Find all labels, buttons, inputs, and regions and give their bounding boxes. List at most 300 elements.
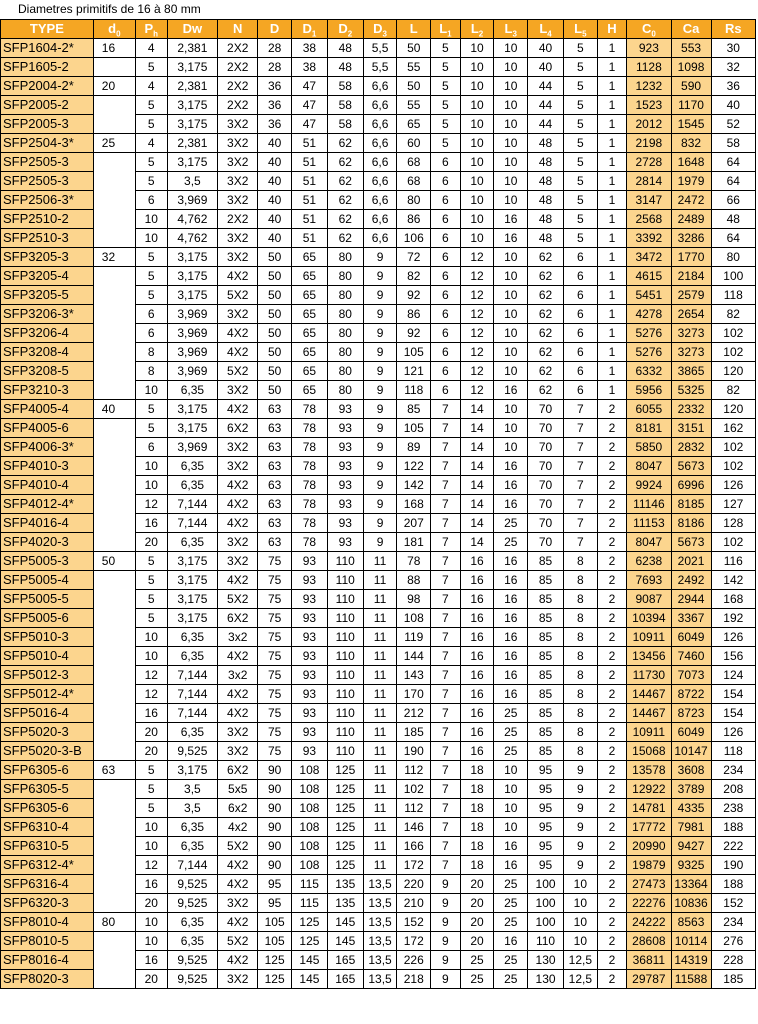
- type-cell: SFP8010-5: [1, 932, 94, 951]
- table-row: [1, 457, 756, 476]
- table-cell: 68: [397, 153, 431, 172]
- ca-cell: 2472: [671, 191, 711, 210]
- table-cell: 40: [258, 229, 292, 248]
- table-cell: 5,5: [363, 39, 397, 58]
- table-cell: 10: [494, 58, 528, 77]
- d0-cell: [93, 343, 135, 362]
- table-cell: 18: [460, 837, 494, 856]
- table-cell: 110: [528, 932, 564, 951]
- table-cell: 65: [291, 324, 327, 343]
- type-cell: SFP2005-3: [1, 115, 94, 134]
- table-cell: 110: [327, 742, 363, 761]
- table-cell: 110: [327, 609, 363, 628]
- table-cell: 6,6: [363, 115, 397, 134]
- table-cell: 20: [135, 533, 167, 552]
- ca-cell: 3789: [671, 780, 711, 799]
- table-cell: 9: [431, 894, 461, 913]
- table-cell: 105: [397, 343, 431, 362]
- table-cell: 1: [597, 58, 627, 77]
- table-cell: 14: [460, 457, 494, 476]
- table-cell: 10: [494, 248, 528, 267]
- column-header: [528, 20, 564, 39]
- table-cell: 40: [258, 134, 292, 153]
- table-cell: 38: [291, 39, 327, 58]
- table-cell: 5: [135, 96, 167, 115]
- column-header-label: L: [439, 21, 448, 36]
- table-cell: 50: [258, 286, 292, 305]
- table-row: [1, 172, 756, 191]
- table-cell: 13,5: [363, 951, 397, 970]
- table-cell: 16: [460, 685, 494, 704]
- table-cell: 6,6: [363, 77, 397, 96]
- table-cell: 5: [135, 799, 167, 818]
- ca-cell: 8723: [671, 704, 711, 723]
- table-cell: 105: [258, 932, 292, 951]
- table-cell: 12: [460, 362, 494, 381]
- table-cell: 8: [563, 742, 597, 761]
- table-body: [1, 39, 756, 989]
- table-row: [1, 818, 756, 837]
- table-cell: 11: [363, 704, 397, 723]
- table-cell: 7: [431, 552, 461, 571]
- table-cell: 145: [327, 932, 363, 951]
- table-cell: 10: [494, 343, 528, 362]
- table-cell: 82: [711, 381, 755, 400]
- table-cell: 3X2: [218, 438, 258, 457]
- table-cell: 12,5: [563, 951, 597, 970]
- table-row: [1, 229, 756, 248]
- table-cell: 119: [397, 628, 431, 647]
- table-cell: 110: [327, 666, 363, 685]
- type-cell: SFP8010-4: [1, 913, 94, 932]
- table-cell: 3,175: [167, 400, 218, 419]
- table-cell: 116: [711, 552, 755, 571]
- ca-cell: 3286: [671, 229, 711, 248]
- table-cell: 6: [431, 191, 461, 210]
- table-cell: 5: [563, 191, 597, 210]
- table-cell: 16: [494, 628, 528, 647]
- c0-cell: 5850: [627, 438, 671, 457]
- table-cell: 3X2: [218, 970, 258, 989]
- ca-cell: 1770: [671, 248, 711, 267]
- table-cell: 2: [597, 856, 627, 875]
- table-cell: 47: [291, 96, 327, 115]
- c0-cell: 13456: [627, 647, 671, 666]
- d0-cell: [93, 932, 135, 951]
- table-cell: 4X2: [218, 571, 258, 590]
- table-cell: 6: [431, 210, 461, 229]
- table-cell: 16: [494, 495, 528, 514]
- table-cell: 8: [563, 590, 597, 609]
- table-cell: 135: [327, 875, 363, 894]
- table-cell: 5: [135, 761, 167, 780]
- table-cell: 5: [135, 267, 167, 286]
- c0-cell: 4615: [627, 267, 671, 286]
- table-cell: 93: [291, 742, 327, 761]
- table-cell: 5: [135, 590, 167, 609]
- table-cell: 10: [494, 818, 528, 837]
- table-cell: 95: [528, 837, 564, 856]
- table-cell: 93: [327, 419, 363, 438]
- type-cell: SFP5005-4: [1, 571, 94, 590]
- table-cell: 8: [563, 685, 597, 704]
- d0-cell: 50: [93, 552, 135, 571]
- table-cell: 40: [258, 210, 292, 229]
- column-header: [494, 20, 528, 39]
- table-cell: 9,525: [167, 875, 218, 894]
- type-cell: SFP5005-3: [1, 552, 94, 571]
- table-cell: 12,5: [563, 970, 597, 989]
- d0-cell: [93, 951, 135, 970]
- table-cell: 125: [327, 856, 363, 875]
- table-cell: 58: [327, 77, 363, 96]
- table-cell: 7: [431, 495, 461, 514]
- table-cell: 2: [597, 685, 627, 704]
- table-row: [1, 590, 756, 609]
- table-cell: 10: [135, 210, 167, 229]
- table-cell: 10: [563, 932, 597, 951]
- table-cell: 2: [597, 723, 627, 742]
- c0-cell: 10911: [627, 628, 671, 647]
- table-cell: 3,175: [167, 58, 218, 77]
- table-cell: 4X2: [218, 495, 258, 514]
- table-row: [1, 951, 756, 970]
- table-cell: 165: [327, 951, 363, 970]
- ca-cell: 832: [671, 134, 711, 153]
- table-cell: 5: [135, 286, 167, 305]
- d0-cell: 16: [93, 39, 135, 58]
- table-cell: 6: [563, 343, 597, 362]
- table-cell: 51: [291, 191, 327, 210]
- d0-cell: [93, 58, 135, 77]
- table-cell: 16: [460, 704, 494, 723]
- table-row: [1, 970, 756, 989]
- table-row: [1, 115, 756, 134]
- table-row: [1, 39, 756, 58]
- table-cell: 12: [135, 666, 167, 685]
- table-cell: 16: [494, 932, 528, 951]
- table-cell: 40: [258, 153, 292, 172]
- table-cell: 9: [363, 362, 397, 381]
- d0-cell: [93, 324, 135, 343]
- table-cell: 50: [397, 77, 431, 96]
- table-cell: 3,5: [167, 172, 218, 191]
- ca-cell: 3273: [671, 324, 711, 343]
- table-cell: 62: [327, 210, 363, 229]
- table-cell: 10: [494, 362, 528, 381]
- table-cell: 85: [528, 704, 564, 723]
- table-cell: 11: [363, 571, 397, 590]
- table-cell: 5: [135, 609, 167, 628]
- table-row: [1, 723, 756, 742]
- table-cell: 1: [597, 229, 627, 248]
- table-cell: 20: [460, 875, 494, 894]
- table-cell: 10: [563, 875, 597, 894]
- c0-cell: 24222: [627, 913, 671, 932]
- table-cell: 7: [431, 438, 461, 457]
- table-cell: 70: [528, 514, 564, 533]
- table-cell: 10: [135, 837, 167, 856]
- table-cell: 85: [528, 742, 564, 761]
- table-cell: 63: [258, 457, 292, 476]
- ca-cell: 1979: [671, 172, 711, 191]
- table-cell: 3X2: [218, 552, 258, 571]
- table-cell: 7: [431, 666, 461, 685]
- table-cell: 48: [528, 134, 564, 153]
- table-cell: 85: [528, 552, 564, 571]
- table-cell: 63: [258, 400, 292, 419]
- column-header: [327, 20, 363, 39]
- table-row: [1, 742, 756, 761]
- table-cell: 10: [494, 324, 528, 343]
- type-cell: SFP4005-6: [1, 419, 94, 438]
- d0-cell: [93, 115, 135, 134]
- table-cell: 10: [494, 780, 528, 799]
- table-cell: 16: [460, 552, 494, 571]
- ca-cell: 4335: [671, 799, 711, 818]
- c0-cell: 1232: [627, 77, 671, 96]
- d0-cell: [93, 723, 135, 742]
- ca-cell: 5325: [671, 381, 711, 400]
- table-cell: 8: [135, 362, 167, 381]
- table-cell: 63: [258, 419, 292, 438]
- table-cell: 4X2: [218, 514, 258, 533]
- c0-cell: 8047: [627, 457, 671, 476]
- table-row: [1, 780, 756, 799]
- table-row: [1, 514, 756, 533]
- table-cell: 85: [528, 628, 564, 647]
- type-cell: SFP5012-3: [1, 666, 94, 685]
- table-cell: 16: [135, 875, 167, 894]
- type-cell: SFP5010-3: [1, 628, 94, 647]
- table-cell: 7: [563, 495, 597, 514]
- table-cell: 63: [258, 438, 292, 457]
- table-cell: 95: [258, 875, 292, 894]
- ca-cell: 10836: [671, 894, 711, 913]
- table-cell: 7: [431, 704, 461, 723]
- table-cell: 2X2: [218, 210, 258, 229]
- table-cell: 3,969: [167, 343, 218, 362]
- c0-cell: 6238: [627, 552, 671, 571]
- type-cell: SFP2505-3: [1, 172, 94, 191]
- table-cell: 100: [711, 267, 755, 286]
- d0-cell: [93, 875, 135, 894]
- ca-cell: 2492: [671, 571, 711, 590]
- table-cell: 11: [363, 590, 397, 609]
- table-cell: 7: [431, 818, 461, 837]
- table-cell: 5: [135, 419, 167, 438]
- table-cell: 110: [327, 628, 363, 647]
- table-cell: 208: [711, 780, 755, 799]
- c0-cell: 4278: [627, 305, 671, 324]
- type-cell: SFP6305-6: [1, 799, 94, 818]
- table-cell: 3,175: [167, 609, 218, 628]
- column-header-subscript: 3: [512, 29, 517, 39]
- column-header-subscript: h: [153, 29, 159, 39]
- table-cell: 25: [460, 970, 494, 989]
- table-cell: 7,144: [167, 704, 218, 723]
- table-cell: 38: [291, 58, 327, 77]
- table-cell: 210: [397, 894, 431, 913]
- table-cell: 16: [135, 704, 167, 723]
- table-cell: 5: [135, 58, 167, 77]
- table-cell: 6: [563, 305, 597, 324]
- table-cell: 2: [597, 970, 627, 989]
- table-cell: 80: [327, 343, 363, 362]
- table-cell: 7: [431, 419, 461, 438]
- table-cell: 93: [327, 438, 363, 457]
- table-cell: 72: [397, 248, 431, 267]
- table-cell: 11: [363, 856, 397, 875]
- table-cell: 11: [363, 799, 397, 818]
- d0-cell: 32: [93, 248, 135, 267]
- table-cell: 172: [397, 932, 431, 951]
- table-row: [1, 913, 756, 932]
- table-cell: 14: [460, 438, 494, 457]
- c0-cell: 5276: [627, 343, 671, 362]
- table-cell: 108: [397, 609, 431, 628]
- table-cell: 48: [327, 58, 363, 77]
- table-row: [1, 894, 756, 913]
- table-cell: 6: [563, 248, 597, 267]
- table-cell: 11: [363, 818, 397, 837]
- table-cell: 18: [460, 780, 494, 799]
- table-cell: 2X2: [218, 96, 258, 115]
- table-row: [1, 571, 756, 590]
- d0-cell: 25: [93, 134, 135, 153]
- table-row: [1, 77, 756, 96]
- table-cell: 3,175: [167, 286, 218, 305]
- table-cell: 4X2: [218, 875, 258, 894]
- c0-cell: 5276: [627, 324, 671, 343]
- c0-cell: 10394: [627, 609, 671, 628]
- table-cell: 93: [291, 590, 327, 609]
- table-cell: 62: [327, 191, 363, 210]
- d0-cell: 40: [93, 400, 135, 419]
- table-cell: 2: [597, 533, 627, 552]
- table-cell: 9: [363, 514, 397, 533]
- table-cell: 62: [327, 153, 363, 172]
- table-cell: 28: [258, 39, 292, 58]
- table-cell: 106: [397, 229, 431, 248]
- table-cell: 63: [258, 514, 292, 533]
- table-cell: 10: [135, 932, 167, 951]
- table-cell: 10: [494, 153, 528, 172]
- table-cell: 80: [327, 305, 363, 324]
- table-cell: 1: [597, 210, 627, 229]
- table-cell: 20: [135, 970, 167, 989]
- table-cell: 1: [597, 324, 627, 343]
- table-cell: 102: [397, 780, 431, 799]
- table-cell: 2: [597, 761, 627, 780]
- d0-cell: [93, 628, 135, 647]
- table-cell: 16: [460, 666, 494, 685]
- table-cell: 1: [597, 343, 627, 362]
- table-cell: 65: [291, 286, 327, 305]
- column-header-subscript: 4: [547, 29, 552, 39]
- d0-cell: [93, 894, 135, 913]
- ca-cell: 2021: [671, 552, 711, 571]
- type-cell: SFP4005-4: [1, 400, 94, 419]
- table-cell: 6: [431, 324, 461, 343]
- table-cell: 10: [563, 913, 597, 932]
- table-cell: 166: [397, 837, 431, 856]
- table-cell: 10: [460, 58, 494, 77]
- table-cell: 75: [258, 742, 292, 761]
- table-cell: 9: [363, 457, 397, 476]
- table-cell: 9: [363, 419, 397, 438]
- ca-cell: 3865: [671, 362, 711, 381]
- type-cell: SFP3206-4: [1, 324, 94, 343]
- table-cell: 212: [397, 704, 431, 723]
- table-cell: 10: [460, 210, 494, 229]
- table-cell: 5: [135, 780, 167, 799]
- table-cell: 62: [528, 362, 564, 381]
- table-cell: 3,175: [167, 761, 218, 780]
- d0-cell: [93, 172, 135, 191]
- table-caption: Diametres primitifs de 16 à 80 mm: [18, 2, 201, 16]
- table-cell: 5: [135, 172, 167, 191]
- table-row: [1, 685, 756, 704]
- column-header: [397, 20, 431, 39]
- table-cell: 122: [397, 457, 431, 476]
- table-cell: 5: [563, 172, 597, 191]
- table-cell: 165: [327, 970, 363, 989]
- d0-cell: [93, 153, 135, 172]
- table-cell: 5: [135, 115, 167, 134]
- c0-cell: 13578: [627, 761, 671, 780]
- table-cell: 75: [258, 704, 292, 723]
- table-cell: 10: [494, 305, 528, 324]
- c0-cell: 6055: [627, 400, 671, 419]
- table-cell: 6,6: [363, 153, 397, 172]
- column-header-label: D: [373, 21, 383, 36]
- table-cell: 276: [711, 932, 755, 951]
- table-cell: 3X2: [218, 305, 258, 324]
- table-cell: 2: [597, 419, 627, 438]
- ca-cell: 553: [671, 39, 711, 58]
- d0-cell: [93, 666, 135, 685]
- ca-cell: 8186: [671, 514, 711, 533]
- table-cell: 70: [528, 457, 564, 476]
- table-cell: 8: [563, 571, 597, 590]
- table-row: [1, 153, 756, 172]
- table-cell: 14: [460, 495, 494, 514]
- table-cell: 16: [460, 609, 494, 628]
- table-cell: 80: [327, 324, 363, 343]
- table-cell: 11: [363, 666, 397, 685]
- table-cell: 146: [397, 818, 431, 837]
- column-header-label: TYPE: [29, 21, 64, 36]
- table-cell: 2X2: [218, 77, 258, 96]
- table-cell: 2: [597, 571, 627, 590]
- table-cell: 115: [291, 875, 327, 894]
- c0-cell: 14781: [627, 799, 671, 818]
- table-cell: 6: [431, 305, 461, 324]
- table-cell: 36: [711, 77, 755, 96]
- table-cell: 10: [460, 96, 494, 115]
- c0-cell: 11730: [627, 666, 671, 685]
- type-cell: SFP3208-5: [1, 362, 94, 381]
- ca-cell: 7981: [671, 818, 711, 837]
- table-cell: 85: [528, 666, 564, 685]
- table-cell: 16: [494, 590, 528, 609]
- table-cell: 7: [431, 647, 461, 666]
- c0-cell: 3392: [627, 229, 671, 248]
- table-cell: 9: [563, 780, 597, 799]
- table-cell: 10: [494, 115, 528, 134]
- d0-cell: [93, 742, 135, 761]
